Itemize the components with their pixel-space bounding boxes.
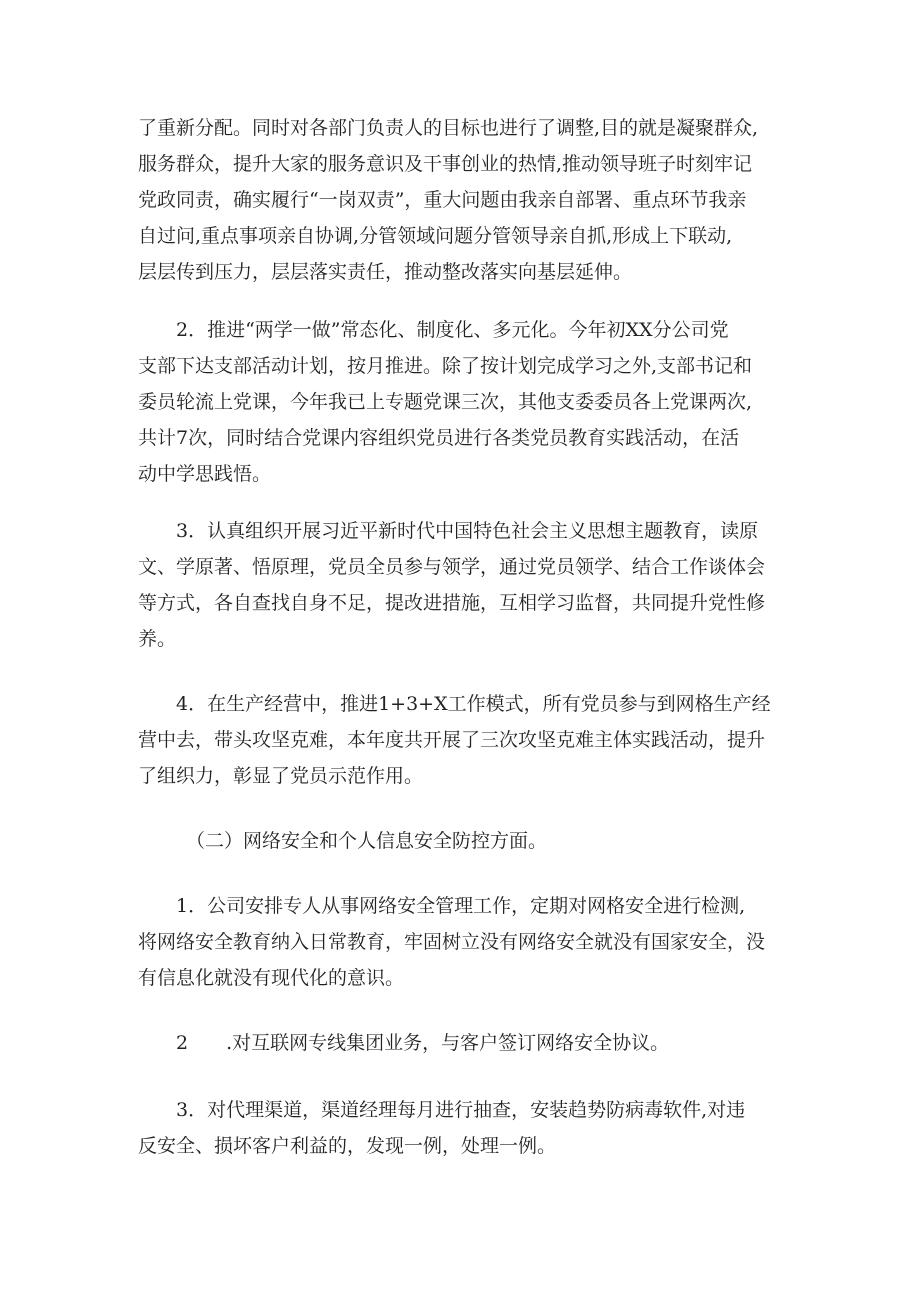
paragraph-7 bbox=[138, 1092, 798, 1164]
paragraph-line: 3．对代理渠道，渠道经理每月进行抽查，安装趋势防病毒软件,对违 bbox=[176, 1099, 746, 1121]
section-heading-text: （二）网络安全和个人信息安全防控方面。 bbox=[186, 830, 548, 852]
section-heading bbox=[138, 823, 798, 859]
paragraph-5 bbox=[138, 888, 798, 996]
paragraph-line: 委员轮流上党课，今年我已上专题党课三次，其他支委委员各上党课两次, bbox=[138, 391, 753, 413]
paragraph-line: 营中去，带头攻坚克难，本年度共开展了三次攻坚克难主体实践活动，提升 bbox=[138, 729, 766, 751]
paragraph-line: 支部下达支部活动计划，按月推进。除了按计划完成学习之外,支部书记和 bbox=[138, 355, 753, 377]
item-number: 2 bbox=[176, 1032, 189, 1054]
paragraph-line: 层层传到压力，层层落实责任，推动整改落实向基层延伸。 bbox=[138, 261, 633, 283]
paragraph-line: 反安全、损坏客户利益的，发现一例，处理一例。 bbox=[138, 1135, 557, 1157]
paragraph-line: 服务群众，提升大家的服务意识及干事创业的热情,推动领导班子时刻牢记 bbox=[138, 153, 753, 175]
paragraph-line: 动中学思践悟。 bbox=[138, 463, 272, 485]
paragraph-2 bbox=[138, 312, 798, 492]
paragraph-1 bbox=[138, 110, 798, 290]
paragraph-line: 2．推进“两学一做”常态化、制度化、多元化。今年初XX分公司党 bbox=[176, 319, 729, 341]
paragraph-line: 党政同责，确实履行“一岗双责”，重大问题由我亲自部署、重点环节我亲 bbox=[138, 189, 747, 211]
paragraph-6 bbox=[138, 1025, 798, 1061]
paragraph-line: 1．公司安排专人从事网络安全管理工作，定期对网格安全进行检测, bbox=[176, 895, 746, 917]
paragraph-line bbox=[138, 1025, 798, 1061]
paragraph-line: 共计7次，同时结合党课内容组织党员进行各类党员教育实践活动，在活 bbox=[138, 427, 740, 449]
paragraph-3 bbox=[138, 513, 798, 657]
paragraph-line: 文、学原著、悟原理，党员全员参与领学，通过党员领学、结合工作谈体会 bbox=[138, 556, 766, 578]
paragraph-line: 有信息化就没有现代化的意识。 bbox=[138, 967, 405, 989]
paragraph-line: 等方式，各自查找自身不足，提改进措施，互相学习监督，共同提升党性修 bbox=[138, 592, 766, 614]
paragraph-line: 3．认真组织开展习近平新时代中国特色社会主义思想主题教育，读原 bbox=[176, 520, 759, 542]
paragraph-line: 4．在生产经营中，推进1+3+X工作模式，所有党员参与到网格生产经 bbox=[176, 693, 771, 715]
paragraph-line: 了组织力，彰显了党员示范作用。 bbox=[138, 765, 424, 787]
paragraph-4 bbox=[138, 686, 798, 794]
paragraph-line: 养。 bbox=[138, 628, 177, 650]
paragraph-line: 自过问,重点事项亲自协调,分管领域问题分管领导亲自抓,形成上下联动, bbox=[138, 225, 733, 247]
paragraph-line: 了重新分配。同时对各部门负责人的目标也进行了调整,目的就是凝聚群众, bbox=[138, 117, 759, 139]
paragraph-line: 将网络安全教育纳入日常教育，牢固树立没有网络安全就没有国家安全，没 bbox=[138, 931, 766, 953]
item-text: .对互联网专线集团业务，与客户签订网络安全协议。 bbox=[226, 1032, 670, 1054]
